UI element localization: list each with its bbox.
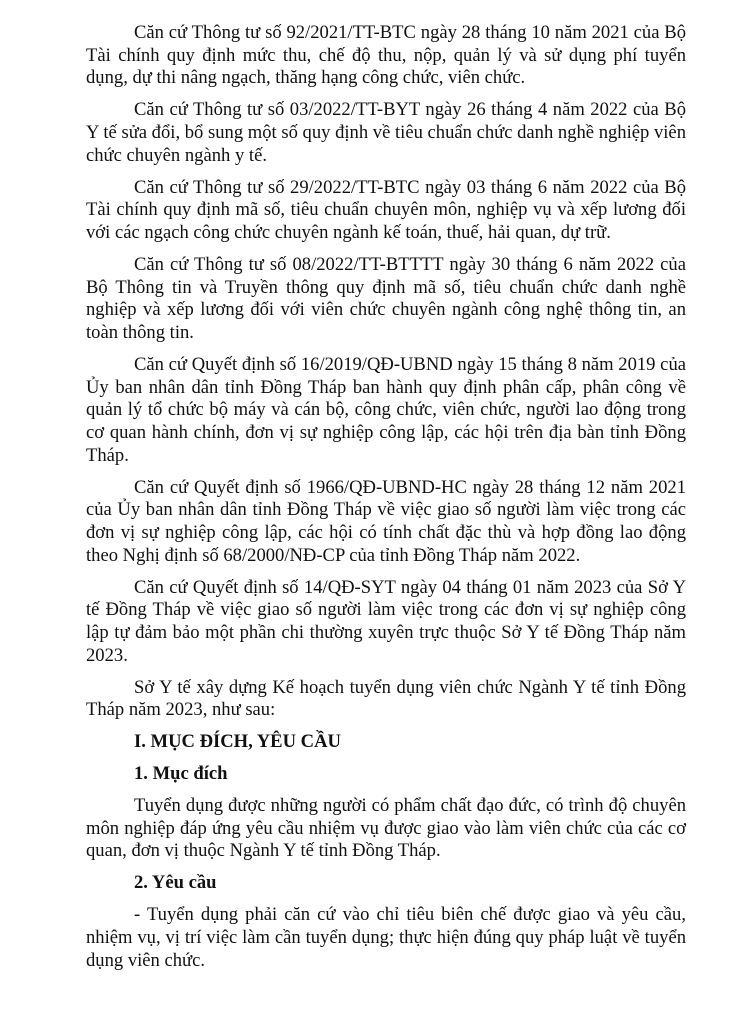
legal-basis-paragraph: Căn cứ Quyết định số 14/QĐ-SYT ngày 04 tháng 01 năm 2023 của Sở Y tế Đồng Tháp về việc giao số người làm việc trong các đơn vị sự nghiệp công lập tự đảm bảo một phần chi thường xuyên trực thuộc Sở Y tế Đồng Tháp năm 2023.: [86, 576, 686, 666]
legal-basis-paragraph: Căn cứ Quyết định số 16/2019/QĐ-UBND ngày 15 tháng 8 năm 2019 của Ủy ban nhân dân tỉnh Đồng Tháp ban hành quy định phân cấp, phân công về quản lý tổ chức bộ máy và cán bộ, công chức, viên chức, người lao động trong cơ quan hành chính, đơn vị sự nghiệp công lập, các hội trên địa bàn tỉnh Đồng Tháp.: [86, 353, 686, 466]
legal-basis-paragraph: Căn cứ Thông tư số 92/2021/TT-BTC ngày 28 tháng 10 năm 2021 của Bộ Tài chính quy định mức thu, chế độ thu, nộp, quản lý và sử dụng phí tuyển dụng, dự thi nâng ngạch, thăng hạng công chức, viên chức.: [86, 22, 686, 89]
plan-intro-paragraph: Sở Y tế xây dựng Kế hoạch tuyển dụng viên chức Ngành Y tế tỉnh Đồng Tháp năm 2023, như sau:: [86, 676, 686, 721]
purpose-heading: 1. Mục đích: [134, 763, 228, 785]
purpose-paragraph: Tuyển dụng được những người có phẩm chất đạo đức, có trình độ chuyên môn nghiệp đáp ứng yêu cầu nhiệm vụ được giao vào làm viên chức của các cơ quan, đơn vị thuộc Ngành Y tế tỉnh Đồng Tháp.: [86, 794, 686, 862]
legal-basis-paragraph: Căn cứ Thông tư số 08/2022/TT-BTTTT ngày 30 tháng 6 năm 2022 của Bộ Thông tin và Truyền thông quy định mã số, tiêu chuẩn chức danh nghề nghiệp và xếp lương đối với viên chức chuyên ngành công nghệ thông tin, an toàn thông tin.: [86, 253, 686, 343]
document-page: [86, 22, 686, 981]
legal-basis-paragraph: Căn cứ Quyết định số 1966/QĐ-UBND-HC ngày 28 tháng 12 năm 2021 của Ủy ban nhân dân tỉnh Đồng Tháp về việc giao số người làm việc trong các đơn vị sự nghiệp công lập, các hội có tính chất đặc thù và hợp đồng lao động theo Nghị định số 68/2000/NĐ-CP của tỉnh Đồng Tháp năm 2022.: [86, 476, 686, 566]
section-heading: I. MỤC ĐÍCH, YÊU CẦU: [134, 731, 341, 753]
requirement-paragraph: - Tuyển dụng phải căn cứ vào chỉ tiêu biên chế được giao và yêu cầu, nhiệm vụ, vị trí việc làm cần tuyển dụng; thực hiện đúng quy pháp luật về tuyển dụng viên chức.: [86, 904, 686, 971]
legal-basis-paragraph: Căn cứ Thông tư số 03/2022/TT-BYT ngày 26 tháng 4 năm 2022 của Bộ Y tế sửa đổi, bổ sung một số quy định về tiêu chuẩn chức danh nghề nghiệp viên chức chuyên ngành y tế.: [86, 99, 686, 166]
requirement-heading: 2. Yêu cầu: [134, 872, 217, 894]
legal-basis-paragraph: Căn cứ Thông tư số 29/2022/TT-BTC ngày 03 tháng 6 năm 2022 của Bộ Tài chính quy định mã số, tiêu chuẩn chuyên môn, nghiệp vụ và xếp lương đối với các ngạch công chức chuyên ngành kế toán, thuế, hải quan, dự trữ.: [86, 176, 686, 243]
